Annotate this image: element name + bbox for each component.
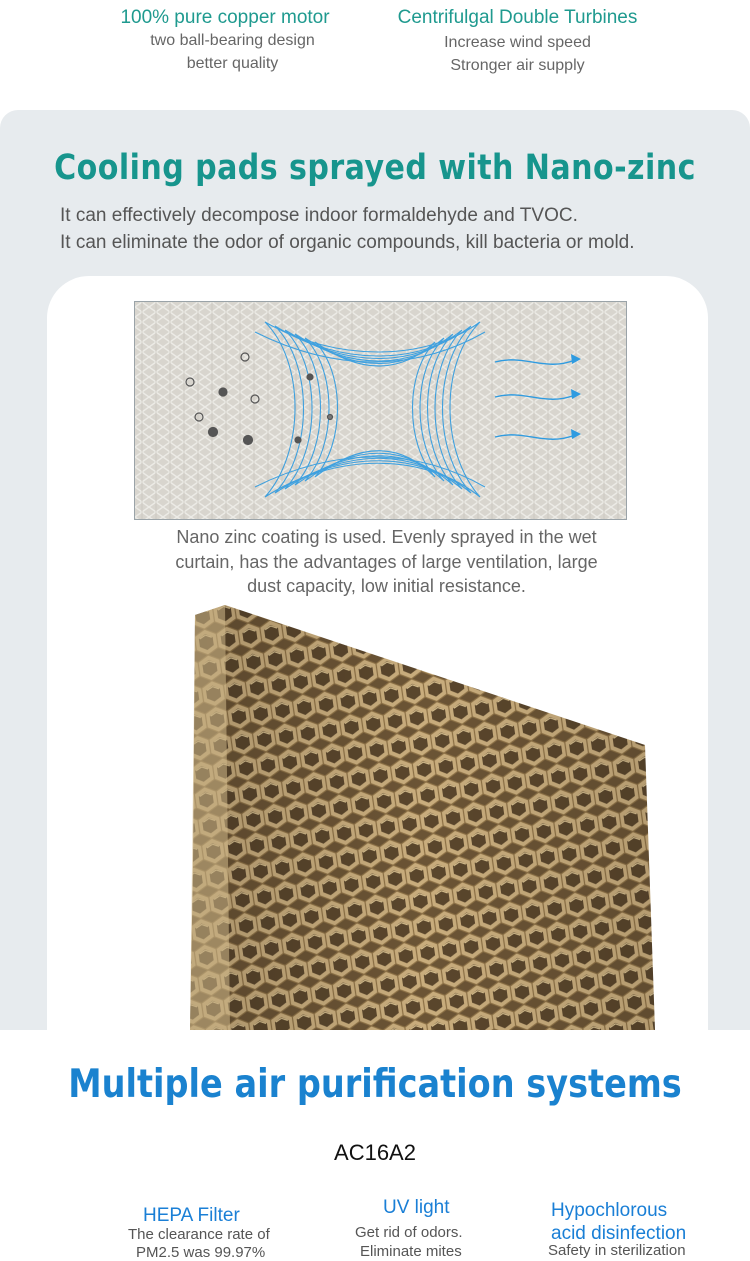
nano-zinc-description: It can effectively decompose indoor formaldehyde and TVOC. (60, 205, 578, 226)
nano-coating-caption: dust capacity, low initial resistance. (247, 576, 526, 596)
nano-coating-caption: curtain, has the advantages of large ventilation, large (175, 552, 598, 572)
model-number: AC16A2 (334, 1140, 416, 1165)
system-line: The clearance rate of (128, 1226, 270, 1243)
nano-zinc-description: It can eliminate the odor of organic compounds, kill bacteria or mold. (60, 232, 635, 253)
feature-line: better quality (186, 55, 279, 72)
system-title-hepa: HEPA Filter (143, 1205, 240, 1226)
system-line: Get rid of odors. (355, 1224, 463, 1241)
nano-coating-caption: Nano zinc coating is used. Evenly sprayed in the wet (176, 527, 597, 547)
purification-systems-title: Multiple air purification systems (68, 1062, 682, 1107)
system-title-hypochlorous: Hypochlorous (551, 1200, 668, 1221)
cooling-pad-photo (190, 605, 655, 1030)
feature-title-copper-motor: 100% pure copper motor (120, 7, 330, 28)
nano-zinc-title: Cooling pads sprayed with Nano-zinc (54, 148, 696, 188)
system-line: Safety in sterilization (548, 1242, 686, 1259)
system-line: Eliminate mites (360, 1243, 462, 1260)
system-title-hypochlorous: acid disinfection (551, 1223, 687, 1244)
system-title-uv: UV light (383, 1197, 450, 1218)
feature-title-turbines: Centrifulgal Double Turbines (397, 7, 638, 28)
feature-line: Increase wind speed (444, 34, 591, 51)
feature-line: Stronger air supply (450, 57, 585, 74)
nano-zinc-airflow-diagram (134, 301, 627, 520)
feature-line: two ball-bearing design (150, 32, 315, 49)
system-line: PM2.5 was 99.97% (136, 1244, 266, 1261)
